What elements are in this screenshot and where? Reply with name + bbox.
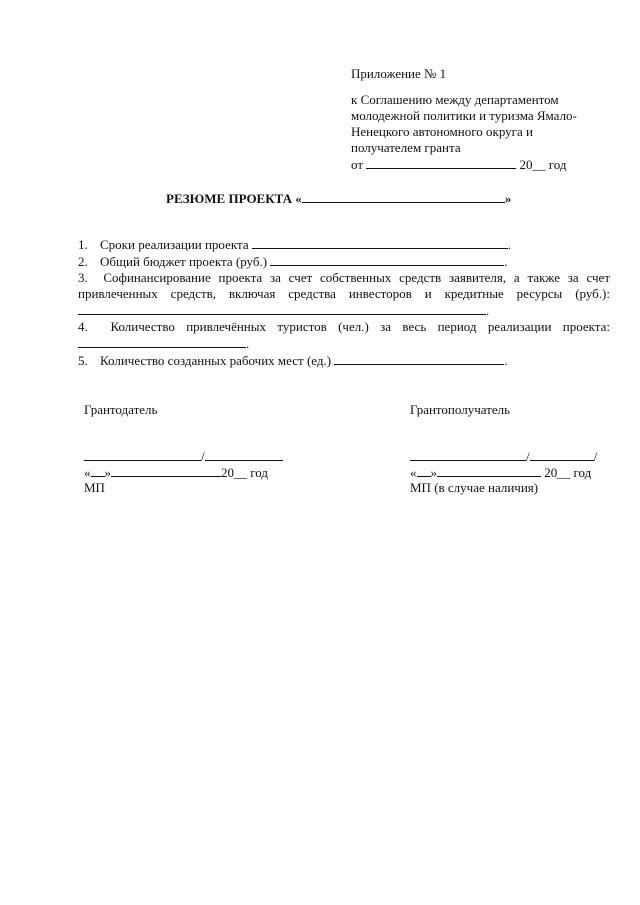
appendix-header (351, 66, 601, 173)
item-label: Количество привлечённых туристов (чел.) за весь период реализации проекта: (110, 319, 610, 334)
month-blank (111, 464, 221, 477)
grantor-signature-block (84, 402, 283, 496)
item-cofinancing-text (78, 270, 610, 302)
appendix-line: к Соглашению между департаментом (351, 92, 559, 107)
item-label: Софинансирование проекта за счет собственных средств заявителя, а также за счет привлеченных средств, включая средства инвесторов и кредитные ресурсы (руб.): (78, 270, 610, 301)
day-blank (91, 464, 105, 477)
grantor-role: Грантодатель (84, 402, 158, 417)
date-year: 20__ год (544, 465, 592, 480)
item-number: 3. (78, 270, 88, 285)
signature-slash: / (526, 449, 530, 464)
item-label: Количество созданных рабочих мест (ед.) (100, 353, 332, 368)
item-terms: 1. Сроки реализации проекта . (78, 237, 512, 252)
grantee-signature-line (410, 448, 597, 464)
item-tourists (78, 319, 610, 352)
appendix-date-blank (366, 156, 516, 169)
signature-blank (410, 448, 526, 461)
date-open-quote: « (410, 465, 417, 480)
appendix-line: получателем гранта (351, 140, 461, 155)
month-blank (437, 464, 541, 477)
signature-blank (84, 448, 201, 461)
grantee-signature-block (410, 402, 597, 496)
item-label: Общий бюджет проекта (руб.) (100, 254, 268, 269)
item-blank-row: . (78, 302, 610, 319)
heading-text: РЕЗЮМЕ ПРОЕКТА « (166, 191, 302, 206)
appendix-date-prefix: от (351, 157, 364, 172)
item-budget: 2. Общий бюджет проекта (руб.) . (78, 254, 508, 269)
grantor-signature-line (84, 448, 283, 464)
item-jobs: 5. Количество созданных рабочих мест (ед.) . (78, 353, 508, 368)
item-number: 4. (78, 319, 88, 334)
grantor-date-line (84, 464, 283, 480)
item-blank (78, 302, 486, 315)
resume-items (78, 236, 610, 369)
grantee-stamp: МП (в случае наличия) (410, 480, 539, 495)
item-blank (334, 352, 504, 365)
grantor-stamp: МП (84, 480, 105, 495)
item-cofinancing (78, 270, 610, 319)
grantee-date-line (410, 464, 597, 480)
date-open-quote: « (84, 465, 91, 480)
signature-slash: / (201, 449, 205, 464)
appendix-date-year: 20__ год (519, 157, 567, 172)
item-tourists-text (78, 319, 610, 335)
appendix-line: Ненецкого автономного округа и (351, 124, 533, 139)
date-close-quote: » (430, 465, 437, 480)
signature-slash-end: / (593, 449, 598, 464)
item-blank-row: . (78, 335, 610, 352)
name-blank (530, 448, 594, 461)
item-number: 5. (78, 353, 88, 368)
heading-close: » (504, 191, 512, 206)
item-number: 1. (78, 237, 88, 252)
resume-heading (166, 190, 511, 207)
date-close-quote: » (104, 465, 111, 480)
appendix-title: Приложение № 1 (351, 66, 447, 81)
day-blank (417, 464, 431, 477)
item-blank (270, 253, 504, 266)
grantee-role: Грантополучатель (410, 402, 511, 417)
project-name-blank (302, 190, 505, 203)
name-blank (205, 448, 283, 461)
date-year: 20__ год (221, 465, 268, 480)
item-label: Сроки реализации проекта (100, 237, 249, 252)
appendix-date (351, 156, 601, 173)
item-blank (78, 335, 246, 348)
appendix-line: молодежной политики и туризма Ямало- (351, 108, 577, 123)
item-number: 2. (78, 254, 88, 269)
item-blank (252, 236, 508, 249)
